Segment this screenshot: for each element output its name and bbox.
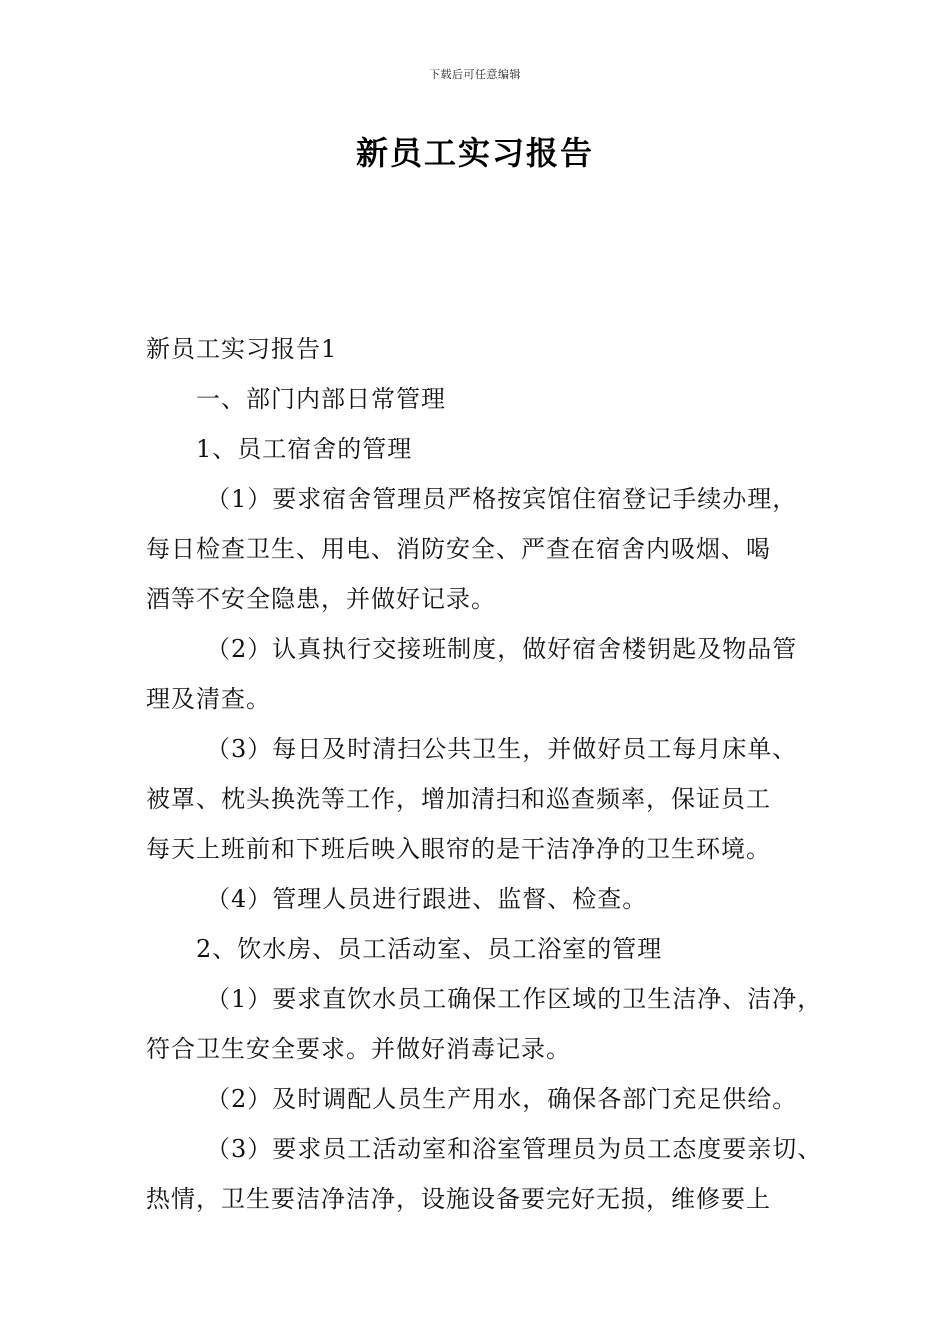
paragraph-line: 理及清查。 [146, 685, 271, 713]
document-body [146, 324, 831, 1224]
subheading: 一、部门内部日常管理 [196, 385, 446, 413]
subheading: 2、饮水房、员工活动室、员工浴室的管理 [196, 935, 663, 963]
paragraph-line: （2）认真执行交接班制度，做好宿舍楼钥匙及物品管 [206, 635, 798, 663]
paragraph-line: 每日检查卫生、用电、消防安全、严查在宿舍内吸烟、喝 [146, 535, 771, 563]
paragraph-line: 符合卫生安全要求。并做好消毒记录。 [146, 1035, 571, 1063]
paragraph-line: （2）及时调配人员生产用水，确保各部门充足供给。 [206, 1085, 798, 1113]
paragraph-line: 热情，卫生要洁净洁净，设施设备要完好无损，维修要上 [146, 1185, 771, 1213]
subheading: 1、员工宿舍的管理 [196, 435, 413, 463]
paragraph-line: （3）每日及时清扫公共卫生，并做好员工每月床单、 [206, 735, 798, 763]
section-heading: 新员工实习报告1 [146, 335, 338, 363]
document-title: 新员工实习报告 [355, 134, 594, 172]
paragraph-line: （3）要求员工活动室和浴室管理员为员工态度要亲切、 [206, 1135, 823, 1163]
paragraph-line: 被罩、枕头换洗等工作，增加清扫和巡查频率，保证员工 [146, 785, 771, 813]
paragraph-line: 酒等不安全隐患，并做好记录。 [146, 585, 496, 613]
paragraph-line: （4）管理人员进行跟进、监督、检查。 [206, 885, 648, 913]
paragraph-line: （1）要求直饮水员工确保工作区域的卫生洁净、洁净， [206, 985, 823, 1013]
paragraph-line: （1）要求宿舍管理员严格按宾馆住宿登记手续办理， [206, 485, 798, 513]
paragraph-line: 每天上班前和下班后映入眼帘的是干洁净净的卫生环境。 [146, 835, 771, 863]
header-note: 下载后可任意编辑 [429, 68, 521, 81]
